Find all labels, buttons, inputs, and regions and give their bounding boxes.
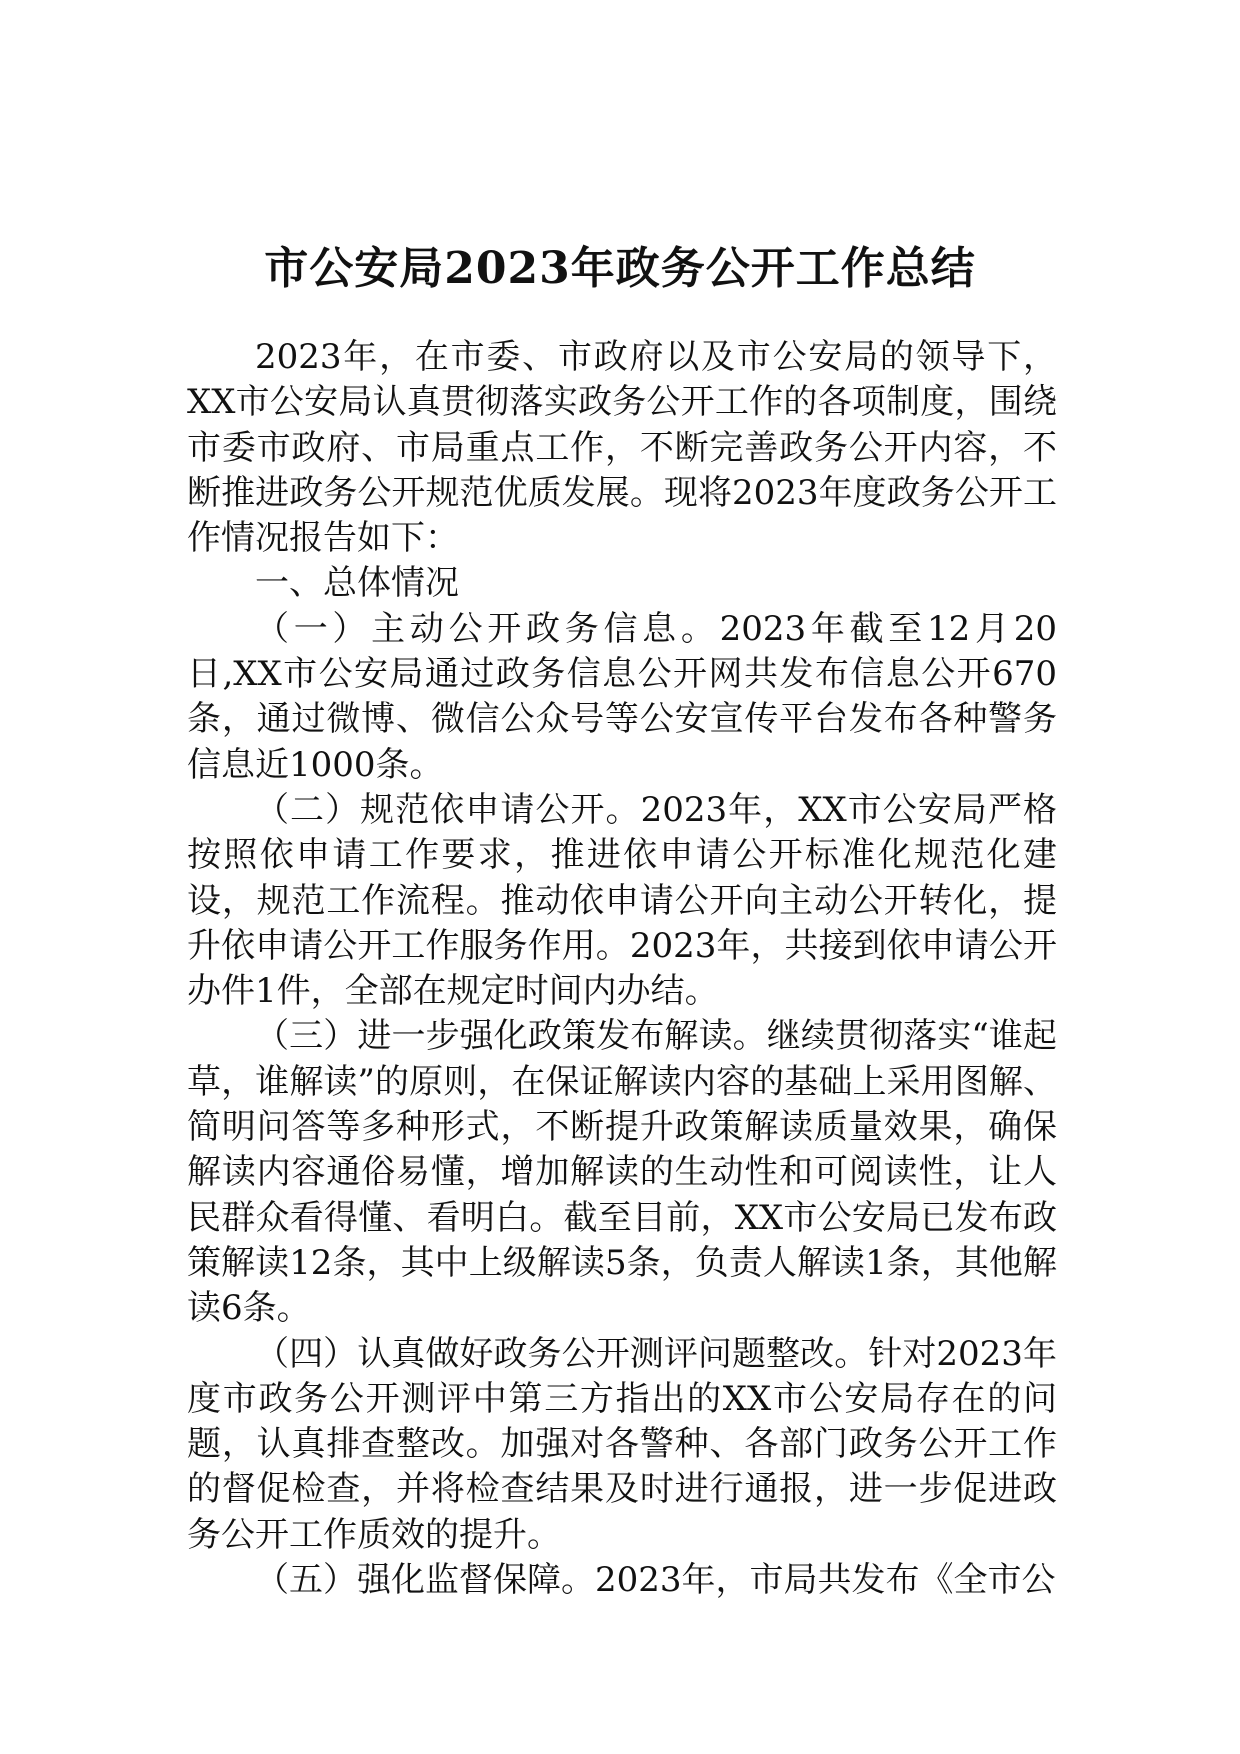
paragraph-supervision: （五）强化监督保障。2023年，市局共发布《全市公 bbox=[255, 1560, 1056, 1601]
paragraph-policy-interpretation: （三）进一步强化政策发布解读。继续贯彻落实“谁起草，谁解读”的原则，在保证解读内容的基础上采用图解、简明问答等多种形式，不断提升政策解读质量效果，确保解读内容通俗易懂，增加解读的生动性和可阅读性，让人民群众看得懂、看明白。截至目前，XX市公安局已发布政策解读12条，其中上级解读5条，负责人解读1条，其他解读6条。 bbox=[187, 1016, 1057, 1329]
paragraph-application-disclosure: （二）规范依申请公开。2023年，XX市公安局严格按照依申请工作要求，推进依申请公开标准化规范化建设，规范工作流程。推动依申请公开向主动公开转化，提升依申请公开工作服务作用。2023年，共接到依申请公开办件1件，全部在规定时间内办结。 bbox=[187, 789, 1057, 1012]
document-body bbox=[187, 335, 1057, 1603]
section-heading-overall: 一、总体情况 bbox=[255, 563, 459, 604]
paragraph-proactive-disclosure: （一）主动公开政务信息。2023年截至12月20日,XX市公安局通过政务信息公开网共发布信息公开670条，通过微博、微信公众号等公安宣传平台发布各种警务信息近1000条。 bbox=[187, 608, 1057, 785]
intro-paragraph: 2023年，在市委、市政府以及市公安局的领导下，XX市公安局认真贯彻落实政务公开工作的各项制度，围绕市委市政府、市局重点工作，不断完善政务公开内容，不断推进政务公开规范优质发展。现将2023年度政务公开工作情况报告如下： bbox=[187, 337, 1057, 559]
paragraph-evaluation-rectification: （四）认真做好政务公开测评问题整改。针对2023年度市政务公开测评中第三方指出的XX市公安局存在的问题，认真排查整改。加强对各警种、各部门政务公开工作的督促检查，并将检查结果及时进行通报，进一步促进政务公开工作质效的提升。 bbox=[187, 1333, 1057, 1555]
document-title: 市公安局2023年政务公开工作总结 bbox=[264, 243, 976, 295]
